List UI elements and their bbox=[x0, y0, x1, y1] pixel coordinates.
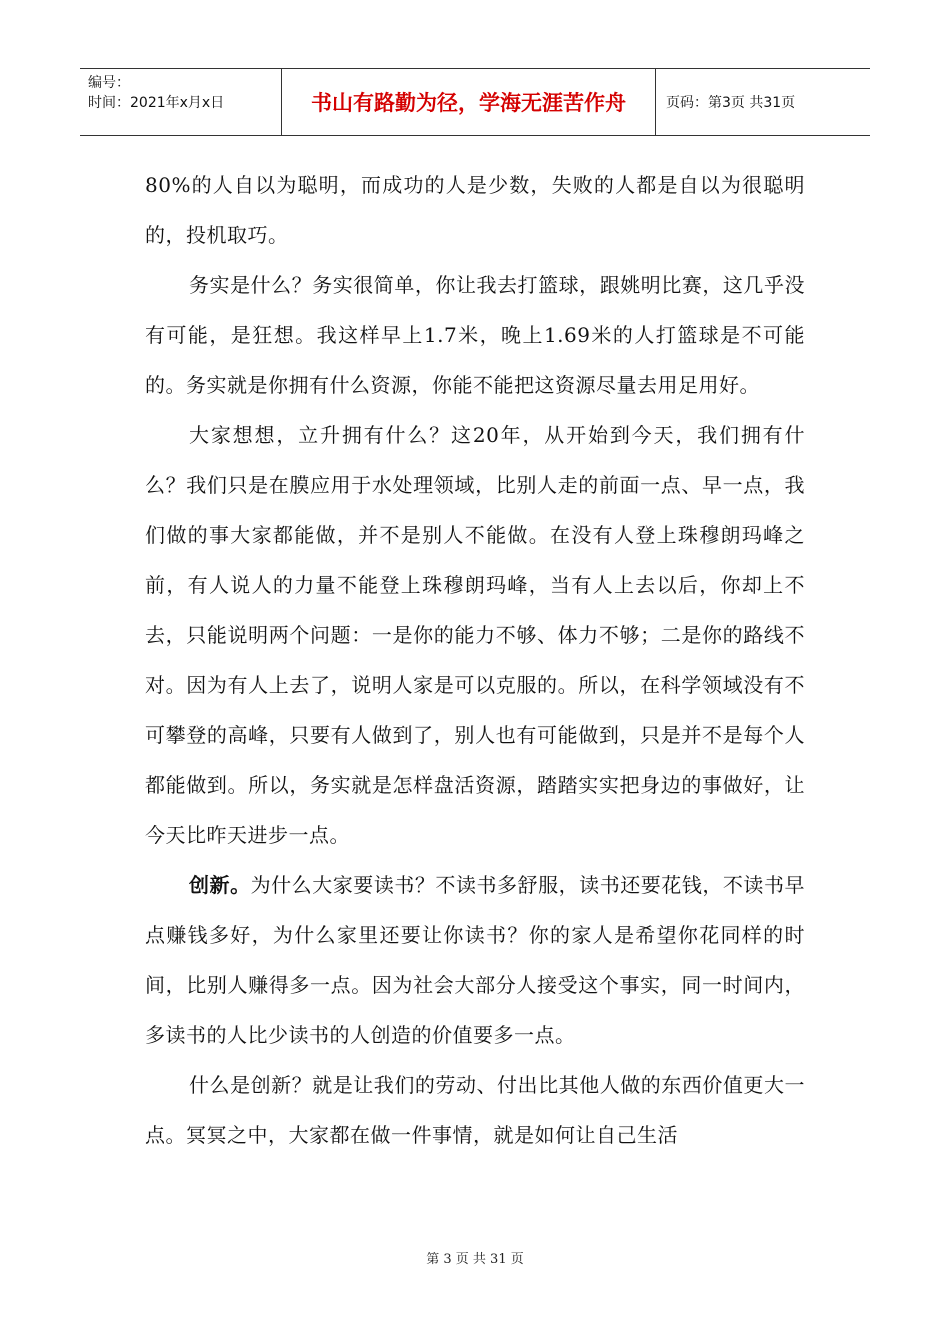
number-label: 编号： bbox=[88, 75, 130, 91]
date-label: 时间：2021年x月x日 bbox=[88, 95, 225, 111]
paragraph-4 bbox=[145, 860, 805, 1060]
paragraph-2: 务实是什么？务实很简单，你让我去打篮球，跟姚明比赛，这几乎没有可能，是狂想。我这样早上1.7米，晚上1.69米的人打篮球是不可能的。务实就是你拥有什么资源，你能不能把这资源尽量去用足用好。 bbox=[145, 273, 805, 397]
document-body bbox=[145, 160, 805, 1160]
header-meta bbox=[80, 69, 282, 135]
header-motto: 书山有路勤为径，学海无涯苦作舟 bbox=[282, 69, 656, 135]
header-page-code: 页码：第3页 共31页 bbox=[666, 95, 796, 111]
page-header bbox=[80, 68, 870, 136]
page-footer: 第 3 页 共 31 页 bbox=[426, 1252, 524, 1267]
paragraph-4-text: 为什么大家要读书？不读书多舒服，读书还要花钱，不读书早点赚钱多好，为什么家里还要让你读书？你的家人是希望你花同样的时间，比别人赚得多一点。因为社会大部分人接受这个事实，同一时间内，多读书的人比少读书的人创造的价值要多一点。 bbox=[145, 873, 806, 1047]
paragraph-4-heading: 创新。 bbox=[189, 873, 251, 897]
paragraph-1: 80%的人自以为聪明，而成功的人是少数，失败的人都是自以为很聪明的，投机取巧。 bbox=[145, 173, 805, 247]
paragraph-5: 什么是创新？就是让我们的劳动、付出比其他人做的东西价值更大一点。冥冥之中，大家都在做一件事情，就是如何让自己生活 bbox=[145, 1073, 805, 1147]
paragraph-3: 大家想想，立升拥有什么？这20年，从开始到今天，我们拥有什么？我们只是在膜应用于水处理领域，比别人走的前面一点、早一点，我们做的事大家都能做，并不是别人不能做。在没有人登上珠穆朗玛峰之前，有人说人的力量不能登上珠穆朗玛峰，当有人上去以后，你却上不去，只能说明两个问题：一是你的能力不够、体力不够；二是你的路线不对。因为有人上去了，说明人家是可以克服的。所以，在科学领域没有不可攀登的高峰，只要有人做到了，别人也有可能做到，只是并不是每个人都能做到。所以，务实就是怎样盘活资源，踏踏实实把身边的事做好，让今天比昨天进步一点。 bbox=[145, 423, 805, 847]
